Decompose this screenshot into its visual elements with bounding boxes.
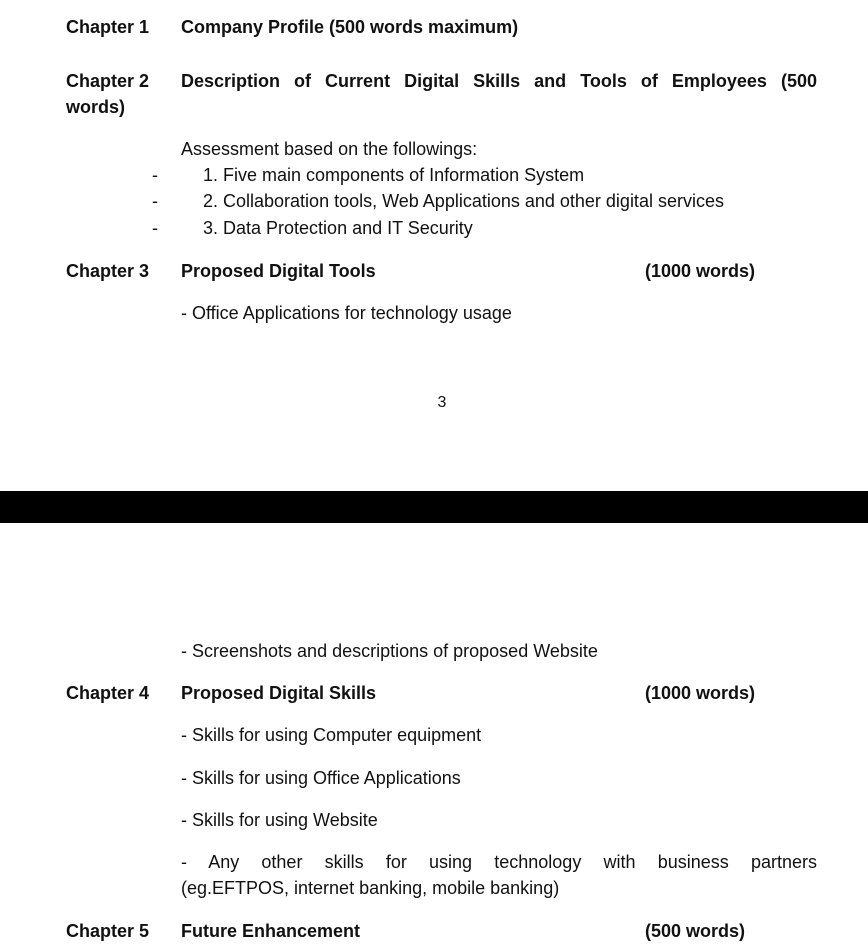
chapter-5-word-count: (500 words) <box>645 921 746 941</box>
page-number: 3 <box>437 394 447 411</box>
chapter-4-bullet: - Skills for using Website <box>181 810 378 830</box>
chapter-4-bullet-4-line2: (eg.EFTPOS, internet banking, mobile banking) <box>181 878 560 898</box>
chapter-1-label: Chapter 1 <box>66 17 150 37</box>
chapter-2-label: Chapter 2 <box>66 71 150 91</box>
chapter-4-bullet-4-line1: - Any other skills for using technology with business partners <box>181 852 817 872</box>
chapter-5-label: Chapter 5 <box>66 921 150 941</box>
list-item: 3. Data Protection and IT Security <box>203 218 473 238</box>
page-separator <box>0 491 868 523</box>
chapter-3-title: Proposed Digital Tools <box>181 261 376 281</box>
chapter-3-bullet-2: - Screenshots and descriptions of proposed Website <box>181 641 598 661</box>
chapter-4-title: Proposed Digital Skills <box>181 683 377 703</box>
chapter-2-title-line2: words) <box>66 97 126 117</box>
chapter-3-bullet-1: - Office Applications for technology usage <box>181 303 512 323</box>
chapter-4-bullet: - Skills for using Office Applications <box>181 768 461 788</box>
chapter-5-title: Future Enhancement <box>181 921 361 941</box>
assessment-intro: Assessment based on the followings: <box>181 139 478 159</box>
chapter-3-word-count: (1000 words) <box>645 261 756 281</box>
chapter-3-label: Chapter 3 <box>66 261 150 281</box>
list-item: 1. Five main components of Information System <box>203 165 585 185</box>
chapter-2-title-line1: Description of Current Digital Skills and Tools of Employees (500 <box>181 71 817 91</box>
chapter-1-title: Company Profile (500 words maximum) <box>181 17 519 37</box>
list-dash: - <box>152 191 158 211</box>
list-dash: - <box>152 218 158 238</box>
chapter-4-bullet: - Skills for using Computer equipment <box>181 725 482 745</box>
list-item: 2. Collaboration tools, Web Applications and other digital services <box>203 191 724 211</box>
chapter-4-word-count: (1000 words) <box>645 683 756 703</box>
chapter-4-label: Chapter 4 <box>66 683 150 703</box>
list-dash: - <box>152 165 158 185</box>
